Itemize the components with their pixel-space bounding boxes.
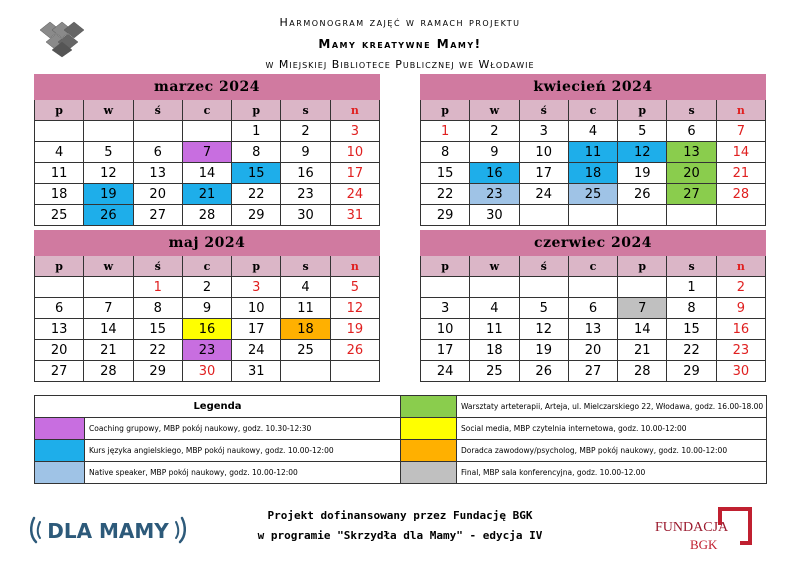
day-cell: 1 [421, 121, 470, 142]
weekday-header: c [568, 100, 617, 121]
day-cell: 3 [330, 121, 379, 142]
empty-day-cell [618, 277, 667, 298]
weekday-header: ś [519, 256, 568, 277]
day-cell: 16 [470, 163, 519, 184]
day-cell: 29 [421, 205, 470, 226]
day-cell: 26 [330, 340, 379, 361]
day-cell: 24 [421, 361, 470, 382]
day-cell: 29 [667, 361, 716, 382]
day-cell: 2 [470, 121, 519, 142]
weekday-header: p [618, 256, 667, 277]
day-cell: 21 [716, 163, 765, 184]
day-cell: 12 [618, 142, 667, 163]
weekday-header: n [716, 100, 765, 121]
weekday-header: p [618, 100, 667, 121]
empty-day-cell [568, 277, 617, 298]
legend-swatch-yellow [401, 418, 457, 440]
day-cell: 1 [133, 277, 182, 298]
day-cell: 6 [35, 298, 84, 319]
day-cell: 23 [281, 184, 330, 205]
weekday-header: w [84, 100, 133, 121]
day-cell: 20 [568, 340, 617, 361]
day-cell: 27 [133, 205, 182, 226]
day-cell: 23 [470, 184, 519, 205]
weekday-header: p [421, 100, 470, 121]
weekday-header: w [84, 256, 133, 277]
day-cell: 26 [519, 361, 568, 382]
day-cell: 29 [232, 205, 281, 226]
day-cell: 6 [667, 121, 716, 142]
day-cell: 2 [182, 277, 231, 298]
weekday-header: n [330, 100, 379, 121]
day-cell: 30 [470, 205, 519, 226]
fundacja-logo-text: FUNDACJA [655, 520, 729, 535]
empty-day-cell [84, 277, 133, 298]
day-cell: 13 [35, 319, 84, 340]
day-cell: 9 [470, 142, 519, 163]
day-cell: 8 [421, 142, 470, 163]
weekday-header: c [182, 256, 231, 277]
day-cell: 18 [568, 163, 617, 184]
day-cell: 22 [133, 340, 182, 361]
legend-item-final: Final, MBP sala konferencyjna, godz. 10.00-12.00 [457, 462, 767, 484]
weekday-header: n [716, 256, 765, 277]
day-cell: 4 [281, 277, 330, 298]
day-cell: 5 [330, 277, 379, 298]
empty-day-cell [84, 121, 133, 142]
day-cell: 25 [35, 205, 84, 226]
legend-swatch-blue [35, 440, 85, 462]
day-cell: 28 [716, 184, 765, 205]
day-cell: 11 [470, 319, 519, 340]
weekday-header: s [281, 100, 330, 121]
day-cell: 17 [330, 163, 379, 184]
day-cell: 15 [667, 319, 716, 340]
day-cell: 23 [716, 340, 765, 361]
day-cell: 10 [232, 298, 281, 319]
legend-item-native-speaker: Native speaker, MBP pokój naukowy, godz. 10.00-12:00 [85, 462, 401, 484]
day-cell: 5 [519, 298, 568, 319]
calendar-maj [34, 230, 380, 382]
legend-swatch-green [401, 396, 457, 418]
day-cell: 28 [618, 361, 667, 382]
day-cell: 19 [519, 340, 568, 361]
day-cell: 18 [281, 319, 330, 340]
day-cell: 10 [519, 142, 568, 163]
legend-swatch-light-blue [35, 462, 85, 484]
day-cell: 20 [133, 184, 182, 205]
weekday-header: ś [519, 100, 568, 121]
day-cell: 15 [133, 319, 182, 340]
empty-day-cell [667, 205, 716, 226]
day-cell: 10 [421, 319, 470, 340]
day-cell: 2 [716, 277, 765, 298]
empty-day-cell [519, 277, 568, 298]
header-project-name: Mamy kreatywne Mamy! [318, 37, 482, 51]
day-cell: 30 [716, 361, 765, 382]
day-cell: 4 [470, 298, 519, 319]
calendar-czerwiec [420, 230, 766, 382]
calendar-title: marzec 2024 [35, 75, 380, 100]
weekday-header: w [470, 100, 519, 121]
footer-funding-line: Projekt dofinansowany przez Fundację BGK [267, 509, 533, 522]
day-cell: 13 [667, 142, 716, 163]
day-cell: 5 [618, 121, 667, 142]
day-cell: 27 [35, 361, 84, 382]
day-cell: 9 [182, 298, 231, 319]
day-cell: 22 [232, 184, 281, 205]
day-cell: 24 [519, 184, 568, 205]
day-cell: 3 [519, 121, 568, 142]
day-cell: 12 [330, 298, 379, 319]
day-cell: 3 [421, 298, 470, 319]
empty-day-cell [35, 277, 84, 298]
empty-day-cell [330, 361, 379, 382]
bgk-logo-text: BGK [690, 537, 718, 552]
day-cell: 30 [182, 361, 231, 382]
weekday-header: p [232, 100, 281, 121]
day-cell: 12 [519, 319, 568, 340]
calendar-title: kwiecień 2024 [421, 75, 766, 100]
weekday-header: w [470, 256, 519, 277]
day-cell: 18 [35, 184, 84, 205]
day-cell: 11 [35, 163, 84, 184]
day-cell: 13 [568, 319, 617, 340]
day-cell: 14 [618, 319, 667, 340]
day-cell: 17 [519, 163, 568, 184]
day-cell: 1 [667, 277, 716, 298]
day-cell: 8 [667, 298, 716, 319]
day-cell: 9 [716, 298, 765, 319]
empty-day-cell [568, 205, 617, 226]
calendar-title: czerwiec 2024 [421, 231, 766, 256]
day-cell: 7 [84, 298, 133, 319]
legend-item-social-media: Social media, MBP czytelnia internetowa, godz. 10.00-12:00 [457, 418, 767, 440]
day-cell: 11 [281, 298, 330, 319]
weekday-header: n [330, 256, 379, 277]
legend-item-coaching: Coaching grupowy, MBP pokój naukowy, godz. 10.30-12:30 [85, 418, 401, 440]
day-cell: 14 [84, 319, 133, 340]
weekday-header: ś [133, 256, 182, 277]
day-cell: 1 [232, 121, 281, 142]
empty-day-cell [281, 361, 330, 382]
day-cell: 6 [568, 298, 617, 319]
day-cell: 26 [618, 184, 667, 205]
day-cell: 20 [667, 163, 716, 184]
day-cell: 2 [281, 121, 330, 142]
empty-day-cell [421, 277, 470, 298]
day-cell: 11 [568, 142, 617, 163]
empty-day-cell [470, 277, 519, 298]
day-cell: 25 [568, 184, 617, 205]
day-cell: 27 [568, 361, 617, 382]
day-cell: 16 [716, 319, 765, 340]
legend-item-arteterapia: Warsztaty arteterapii, Arteja, ul. Mielczarskiego 22, Włodawa, godz. 16.00-18.00 [457, 396, 767, 418]
legend-swatch-purple [35, 418, 85, 440]
weekday-header: c [568, 256, 617, 277]
day-cell: 26 [84, 205, 133, 226]
day-cell: 13 [133, 163, 182, 184]
day-cell: 16 [182, 319, 231, 340]
day-cell: 19 [330, 319, 379, 340]
dla-mamy-logo-text: DLA MAMY [47, 519, 169, 543]
calendar-title: maj 2024 [35, 231, 380, 256]
day-cell: 10 [330, 142, 379, 163]
day-cell: 21 [84, 340, 133, 361]
weekday-header: p [35, 100, 84, 121]
weekday-header: p [35, 256, 84, 277]
empty-day-cell [519, 205, 568, 226]
day-cell: 28 [182, 205, 231, 226]
calendar-marzec [34, 74, 380, 226]
day-cell: 12 [84, 163, 133, 184]
day-cell: 30 [281, 205, 330, 226]
day-cell: 25 [470, 361, 519, 382]
legend-title: Legenda [35, 396, 401, 418]
day-cell: 9 [281, 142, 330, 163]
day-cell: 18 [470, 340, 519, 361]
day-cell: 16 [281, 163, 330, 184]
day-cell: 8 [133, 298, 182, 319]
day-cell: 27 [667, 184, 716, 205]
day-cell: 24 [330, 184, 379, 205]
day-cell: 3 [232, 277, 281, 298]
day-cell: 15 [421, 163, 470, 184]
day-cell: 31 [232, 361, 281, 382]
weekday-header: p [421, 256, 470, 277]
day-cell: 17 [421, 340, 470, 361]
legend-table [34, 395, 767, 484]
day-cell: 8 [232, 142, 281, 163]
day-cell: 4 [35, 142, 84, 163]
day-cell: 19 [84, 184, 133, 205]
day-cell: 15 [232, 163, 281, 184]
legend-item-english-course: Kurs języka angielskiego, MBP pokój naukowy, godz. 10.00-12:00 [85, 440, 401, 462]
day-cell: 7 [618, 298, 667, 319]
weekday-header: s [667, 100, 716, 121]
calendar-kwiecien [420, 74, 766, 226]
day-cell: 22 [667, 340, 716, 361]
empty-day-cell [133, 121, 182, 142]
day-cell: 23 [182, 340, 231, 361]
day-cell: 24 [232, 340, 281, 361]
day-cell: 17 [232, 319, 281, 340]
empty-day-cell [35, 121, 84, 142]
weekday-header: ś [133, 100, 182, 121]
day-cell: 29 [133, 361, 182, 382]
day-cell: 21 [182, 184, 231, 205]
day-cell: 4 [568, 121, 617, 142]
day-cell: 22 [421, 184, 470, 205]
day-cell: 14 [182, 163, 231, 184]
weekday-header: p [232, 256, 281, 277]
day-cell: 19 [618, 163, 667, 184]
day-cell: 25 [281, 340, 330, 361]
header-line-3: w Miejskiej Bibliotece Publicznej we Włodawie [265, 58, 535, 71]
footer-program-line: w programie "Skrzydła dla Mamy" - edycja IV [257, 529, 543, 542]
day-cell: 6 [133, 142, 182, 163]
legend-item-doradca: Doradca zawodowy/psycholog, MBP pokój naukowy, godz. 10.00-12:00 [457, 440, 767, 462]
weekday-header: s [667, 256, 716, 277]
day-cell: 31 [330, 205, 379, 226]
day-cell: 7 [182, 142, 231, 163]
empty-day-cell [182, 121, 231, 142]
weekday-header: s [281, 256, 330, 277]
day-cell: 28 [84, 361, 133, 382]
day-cell: 14 [716, 142, 765, 163]
legend-swatch-orange [401, 440, 457, 462]
day-cell: 7 [716, 121, 765, 142]
legend-swatch-gray [401, 462, 457, 484]
empty-day-cell [716, 205, 765, 226]
empty-day-cell [618, 205, 667, 226]
header-line-1: Harmonogram zajęć w ramach projektu [279, 16, 521, 29]
day-cell: 21 [618, 340, 667, 361]
day-cell: 5 [84, 142, 133, 163]
day-cell: 20 [35, 340, 84, 361]
weekday-header: c [182, 100, 231, 121]
